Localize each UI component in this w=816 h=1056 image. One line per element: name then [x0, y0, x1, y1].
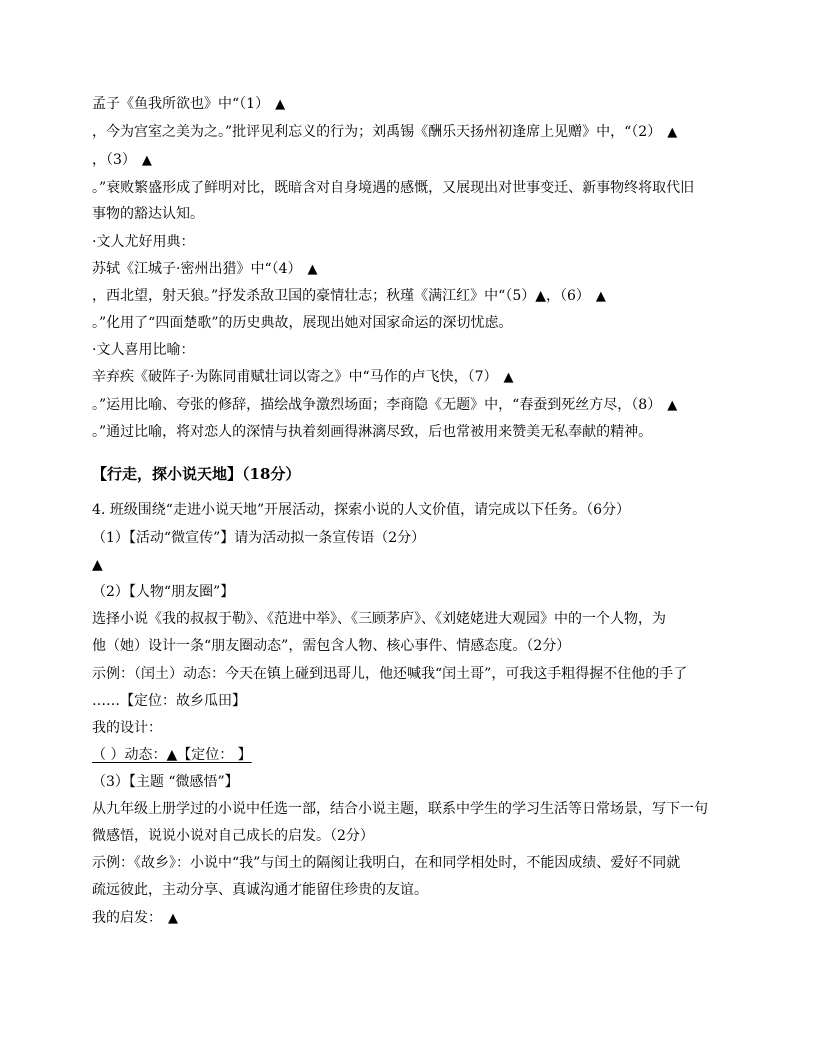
part-3-example-1: 示例：《故乡》：小说中“我”与闰土的隔阂让我明白，在和同学相处时，不能因成绩、爱好不同就: [92, 855, 681, 871]
poem-line-4: 。”衰败繁盛形成了鲜明对比，既暗含对自身境遇的感慨，又展现出对世事变迁、新事物终将取代旧: [92, 180, 695, 196]
part-2-answer-line: [92, 745, 732, 765]
question-4-part-1: （1）【活动“微宣传”】请为活动拟一条宣传语（2分）: [92, 530, 426, 546]
poem-line-2: ，今为宫室之美为之。”批评见利忘义的行为；刘禹锡《酬乐天扬州初逢席上见赠》中，“（2） ▲: [92, 122, 732, 143]
poem-line-3: ，（3） ▲: [92, 150, 732, 171]
part-2-answer: （ ）动态：▲【定位： 】: [92, 747, 252, 763]
answer-blank-marker: ▲: [667, 398, 678, 413]
part-3-description-2: 微感悟，说说小说对自己成长的启发。（2分）: [92, 828, 374, 844]
question-4-part-3: （3）【主题 “微感悟”】: [92, 774, 239, 790]
poem-line-10: ·文人喜用比喻：: [92, 342, 195, 358]
part-3-my-insight-label: 我的启发：: [92, 910, 162, 926]
poem-line-12: 。”运用比喻、夸张的修辞，描绘战争激烈场面；李商隐《无题》中，“春蚕到死丝方尽，（8） ▲: [92, 395, 732, 416]
answer-blank-marker: ▲: [595, 289, 606, 304]
answer-blank-marker: ▲: [503, 370, 514, 385]
part-2-description-1: 选择小说《我的叔叔于勒》、《范进中举》、《三顾茅庐》、《刘姥姥进大观园》中的一个人物，为: [92, 611, 666, 627]
poem-line-6: ·文人尤好用典：: [92, 234, 195, 250]
answer-blank-marker: ▲: [275, 97, 286, 112]
poem-line-11: 辛弃疾《破阵子·为陈同甫赋壮词以寄之》中“马作的卢飞快，（7） ▲: [92, 367, 732, 388]
answer-blank-marker: ▲: [168, 911, 178, 926]
poem-line-13: 。”通过比喻，将对恋人的深情与执着刻画得淋漓尽致，后也常被用来赞美无私奉献的精神。: [92, 424, 653, 440]
poem-line-5: 事物的豁达认知。: [92, 206, 204, 222]
part-1-answer-marker: ▲: [92, 557, 103, 573]
poem-line-8: ，西北望，射天狼。”抒发杀敌卫国的豪情壮志；秋瑾《满江红》中“（5）▲，（6） ▲: [92, 286, 732, 307]
part-3-example-2: 疏远彼此，主动分享、真诚沟通才能留住珍贵的友谊。: [92, 882, 428, 898]
poem-line-9: 。”化用了“四面楚歌”的历史典故，展现出她对国家命运的深切忧虑。: [92, 315, 513, 331]
poem-line-7: 苏轼《江城子·密州出猎》中“（4） ▲: [92, 259, 732, 280]
part-2-my-design-label: 我的设计：: [92, 720, 162, 736]
answer-blank-marker: ▲: [141, 153, 152, 168]
answer-blank-marker: ▲: [307, 262, 318, 277]
part-2-example-2: ……【定位：故乡瓜田】: [92, 693, 246, 709]
part-3-my-insight-line: [92, 908, 732, 929]
poem-line-1: 孟子《鱼我所欲也》中“（1） ▲: [92, 94, 732, 115]
question-4-intro: 4. 班级围绕“走进小说天地”开展活动，探索小说的人文价值，请完成以下任务。（6分）: [92, 502, 631, 518]
part-2-description-2: 他（她）设计一条“朋友圈动态”，需包含人物、核心事件、情感态度。（2分）: [92, 638, 571, 654]
section-title: 【行走，探小说天地】（18分）: [92, 465, 301, 483]
part-2-example-1: 示例：（闰土）动态：今天在镇上碰到迅哥儿，他还喊我“闰土哥”，可我这手粗得握不住他的手了: [92, 666, 688, 682]
question-4-part-2: （2）【人物“朋友圈”】: [92, 584, 235, 600]
answer-blank-marker: ▲: [667, 125, 678, 140]
part-3-description-1: 从九年级上册学过的小说中任选一部，结合小说主题，联系中学生的学习生活等日常场景，写下一句: [92, 801, 708, 817]
